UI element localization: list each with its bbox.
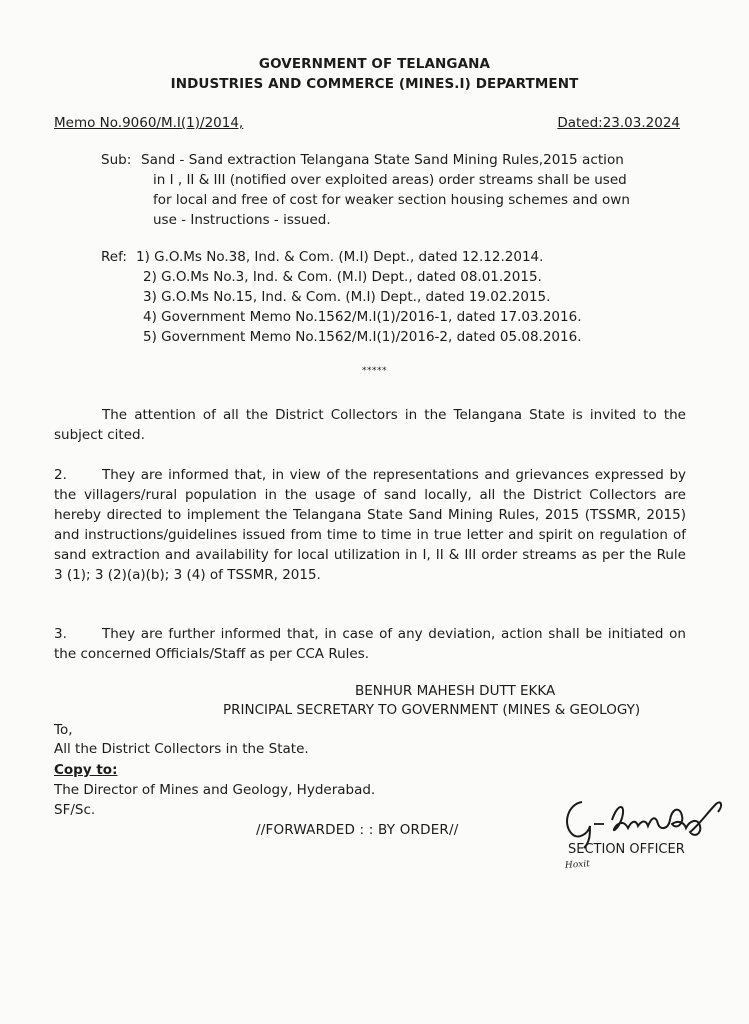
subject-line: for local and free of cost for weaker section housing schemes and own	[153, 192, 630, 208]
to-label: To,	[54, 722, 73, 738]
copy-to-label: Copy to:	[54, 762, 118, 778]
subject-line: use - Instructions - issued.	[153, 212, 331, 228]
subject-line: Sand - Sand extraction Telangana State Sand Mining Rules,2015 action	[141, 152, 624, 168]
section-officer-initials: Hoxit	[564, 859, 591, 871]
reference-item: 4) Government Memo No.1562/M.I(1)/2016-1, dated 17.03.2016.	[143, 309, 582, 325]
forwarded-by-order: //FORWARDED : : BY ORDER//	[256, 822, 459, 838]
handwritten-signature	[560, 790, 730, 850]
copy-to-item: SF/Sc.	[54, 802, 96, 818]
section-officer-title: SECTION OFFICER	[568, 842, 685, 857]
reference-item: 5) Government Memo No.1562/M.I(1)/2016-2, dated 05.08.2016.	[143, 329, 582, 345]
signatory-title: PRINCIPAL SECRETARY TO GOVERNMENT (MINES & GEOLOGY)	[223, 702, 641, 718]
paragraph-1-text: The attention of all the District Collectors in the Telangana State is invited to the subject cited.	[54, 407, 686, 443]
reference-label: Ref:	[101, 249, 127, 265]
paragraph-2-number: 2.	[54, 467, 67, 483]
addressee-recipient: All the District Collectors in the State.	[54, 741, 309, 757]
paragraph-2	[54, 465, 686, 585]
memo-date: Dated:23.03.2024	[557, 115, 680, 131]
reference-item: 2) G.O.Ms No.3, Ind. & Com. (M.I) Dept., dated 08.01.2015.	[143, 269, 542, 285]
paragraph-3-number: 3.	[54, 626, 67, 642]
subject-line: in I , II & III (notified over exploited areas) order streams shall be used	[153, 172, 627, 188]
separator-stars: *****	[362, 366, 387, 376]
copy-to-item: The Director of Mines and Geology, Hyderabad.	[54, 782, 376, 798]
signatory-name: BENHUR MAHESH DUTT EKKA	[355, 683, 556, 699]
reference-item: 3) G.O.Ms No.15, Ind. & Com. (M.I) Dept., dated 19.02.2015.	[143, 289, 551, 305]
paragraph-1	[54, 405, 686, 445]
subject-label: Sub:	[101, 152, 132, 168]
memo-number: Memo No.9060/M.I(1)/2014,	[54, 115, 244, 131]
paragraph-2-text: They are informed that, in view of the representations and grievances expressed by the villagers/rural population in the usage of sand locally, all the District Collectors are hereby directed to implement the Telangana State Sand Mining Rules, 2015 (TSSMR, 2015) and instructions/guidelines issued from time to time in true letter and spirit on regulation of sand extraction and availability for local utilization in I, II & III order streams as per the Rule 3 (1); 3 (2)(a)(b); 3 (4) of TSSMR, 2015.	[54, 467, 686, 583]
reference-item: 1) G.O.Ms No.38, Ind. & Com. (M.I) Dept., dated 12.12.2014.	[136, 249, 544, 265]
department-heading-line1: GOVERNMENT OF TELANGANA	[258, 56, 491, 72]
paragraph-3	[54, 624, 686, 664]
paragraph-3-text: They are further informed that, in case of any deviation, action shall be initiated on the concerned Officials/Staff as per CCA Rules.	[54, 626, 686, 662]
department-heading-line2: INDUSTRIES AND COMMERCE (MINES.I) DEPARTMENT	[170, 76, 579, 92]
